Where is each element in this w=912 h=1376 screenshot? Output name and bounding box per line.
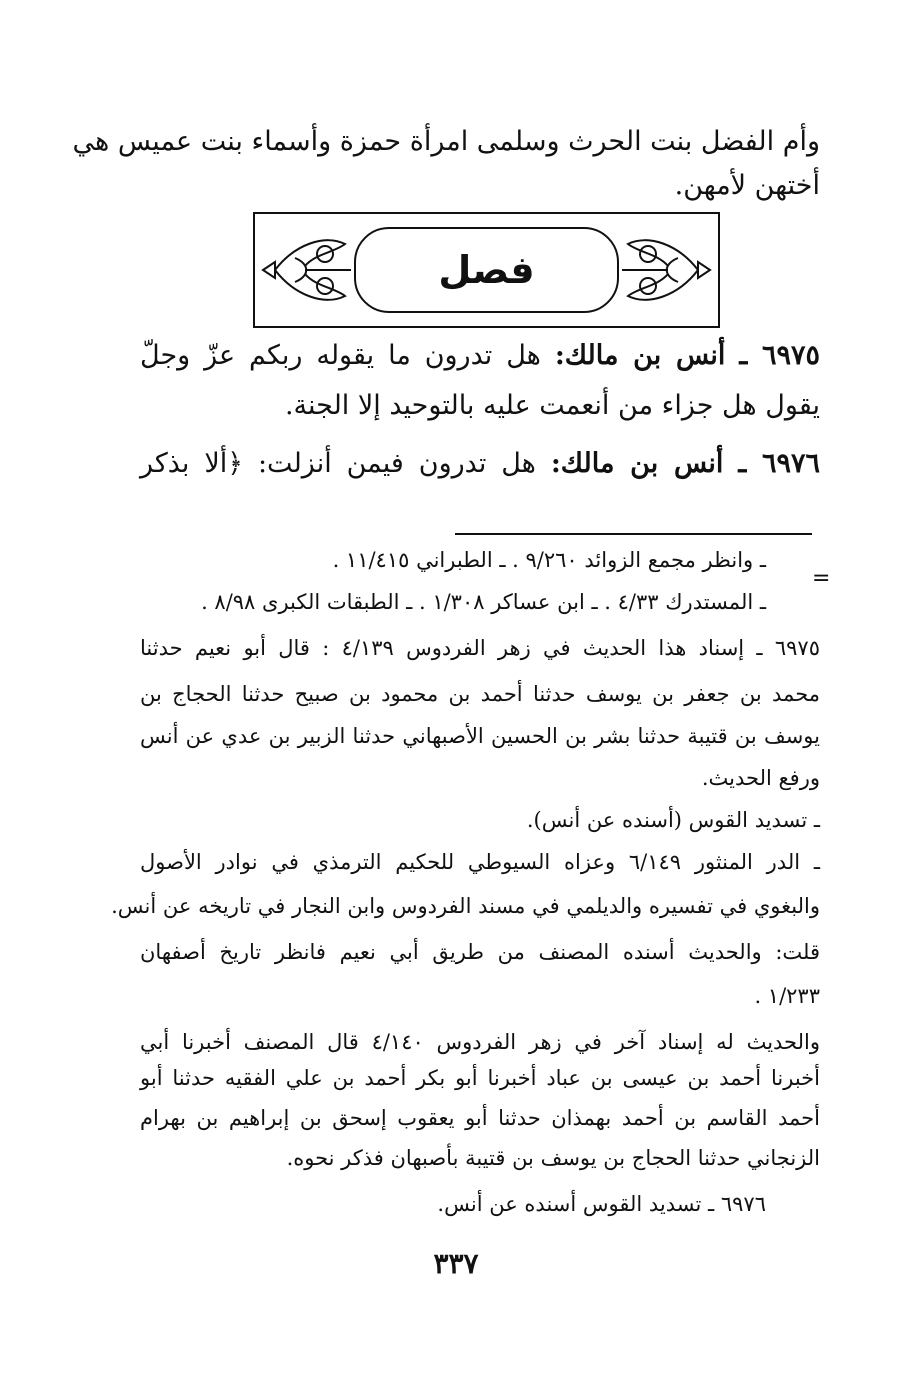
footnote-durr-line-1: ـ الدر المنثور ٦/١٤٩ وعزاه السيوطي للحكيم الترمذي في نوادر الأصول [140,850,820,874]
footnote-6975-line-2: محمد بن جعفر بن يوسف حدثنا أحمد بن محمود بن صبيح حدثنا الحجاج بن [140,682,820,706]
section-banner [253,212,720,328]
hadith-text: هل تدرون فيمن أنزلت: ﴿ألا بذكر [140,448,536,479]
hadith-6975-line-1 [140,340,820,371]
footnote-qultu-line-2: ١/٢٣٣ . [754,984,820,1008]
footnote-6975-line-3: يوسف بن قتيبة حدثنا بشر بن الحسين الأصبهاني حدثنا الزبير بن عدي عن أنس [140,724,820,748]
footnote-qultu-line-1: قلت: والحديث أسنده المصنف من طريق أبي نعيم فانظر تاريخ أصفهان [140,940,820,964]
section-title: فصل [438,248,535,292]
footnote-6975-line-1: ٦٩٧٥ ـ إسناد هذا الحديث في زهر الفردوس ٤/١٣٩ : قال أبو نعيم حدثنا [140,636,820,660]
footnote-durr-line-2: والبغوي في تفسيره والديلمي في مسند الفردوس وابن النجار في تاريخه عن أنس. [111,894,820,918]
footnote-separator [455,533,812,535]
body-line-2: أختهن لأمهن. [674,170,820,201]
footnote-isnad2-line-3: أحمد القاسم بن أحمد بهمذان حدثنا أبو يعقوب إسحق بن إبراهيم بن بهرام [140,1106,820,1130]
hadith-number: ٦٩٧٦ ـ [738,448,820,479]
page-number: ٣٣٧ [433,1247,479,1280]
footnote-cont-1: ـ وانظر مجمع الزوائد ٩/٢٦٠ . ـ الطبراني ١١/٤١٥ . [332,548,766,572]
hadith-number: ٦٩٧٥ ـ [739,340,820,371]
footnote-cont-2: ـ المستدرك ٤/٣٣ . ـ ابن عساكر ١/٣٠٨ . ـ الطبقات الكبرى ٨/٩٨ . [201,590,766,614]
hadith-text: هل تدرون ما يقوله ربكم عزّ وجلّ [140,340,541,371]
footnote-isnad2-line-2: أخبرنا أحمد بن عيسى بن عباد أخبرنا أبو بكر أحمد بن علي الفقيه حدثنا أبو [140,1066,820,1090]
hadith-narrator: أنس بن مالك: [550,448,724,479]
footnote-6976-line-1: ٦٩٧٦ ـ تسديد القوس أسنده عن أنس. [437,1192,766,1216]
hadith-6975-line-2: يقول هل جزاء من أنعمت عليه بالتوحيد إلا الجنة. [284,390,820,421]
hadith-narrator: أنس بن مالك: [554,340,726,371]
footnote-isnad2-line-1: والحديث له إسناد آخر في زهر الفردوس ٤/١٤٠ قال المصنف أخبرنا أبي [140,1030,820,1054]
footnote-6975-line-4: ورفع الحديث. [701,766,820,790]
footnote-isnad2-line-4: الزنجاني حدثنا الحجاج بن يوسف بن قتيبة بأصبهان فذكر نحوه. [286,1146,820,1170]
continuation-marker: = [812,566,831,591]
body-line-1: وأم الفضل بنت الحرث وسلمى امرأة حمزة وأسماء بنت عميس هي [72,126,820,157]
footnote-tasdid-6975: ـ تسديد القوس (أسنده عن أنس). [526,808,820,832]
hadith-6976-line-1 [140,448,820,479]
